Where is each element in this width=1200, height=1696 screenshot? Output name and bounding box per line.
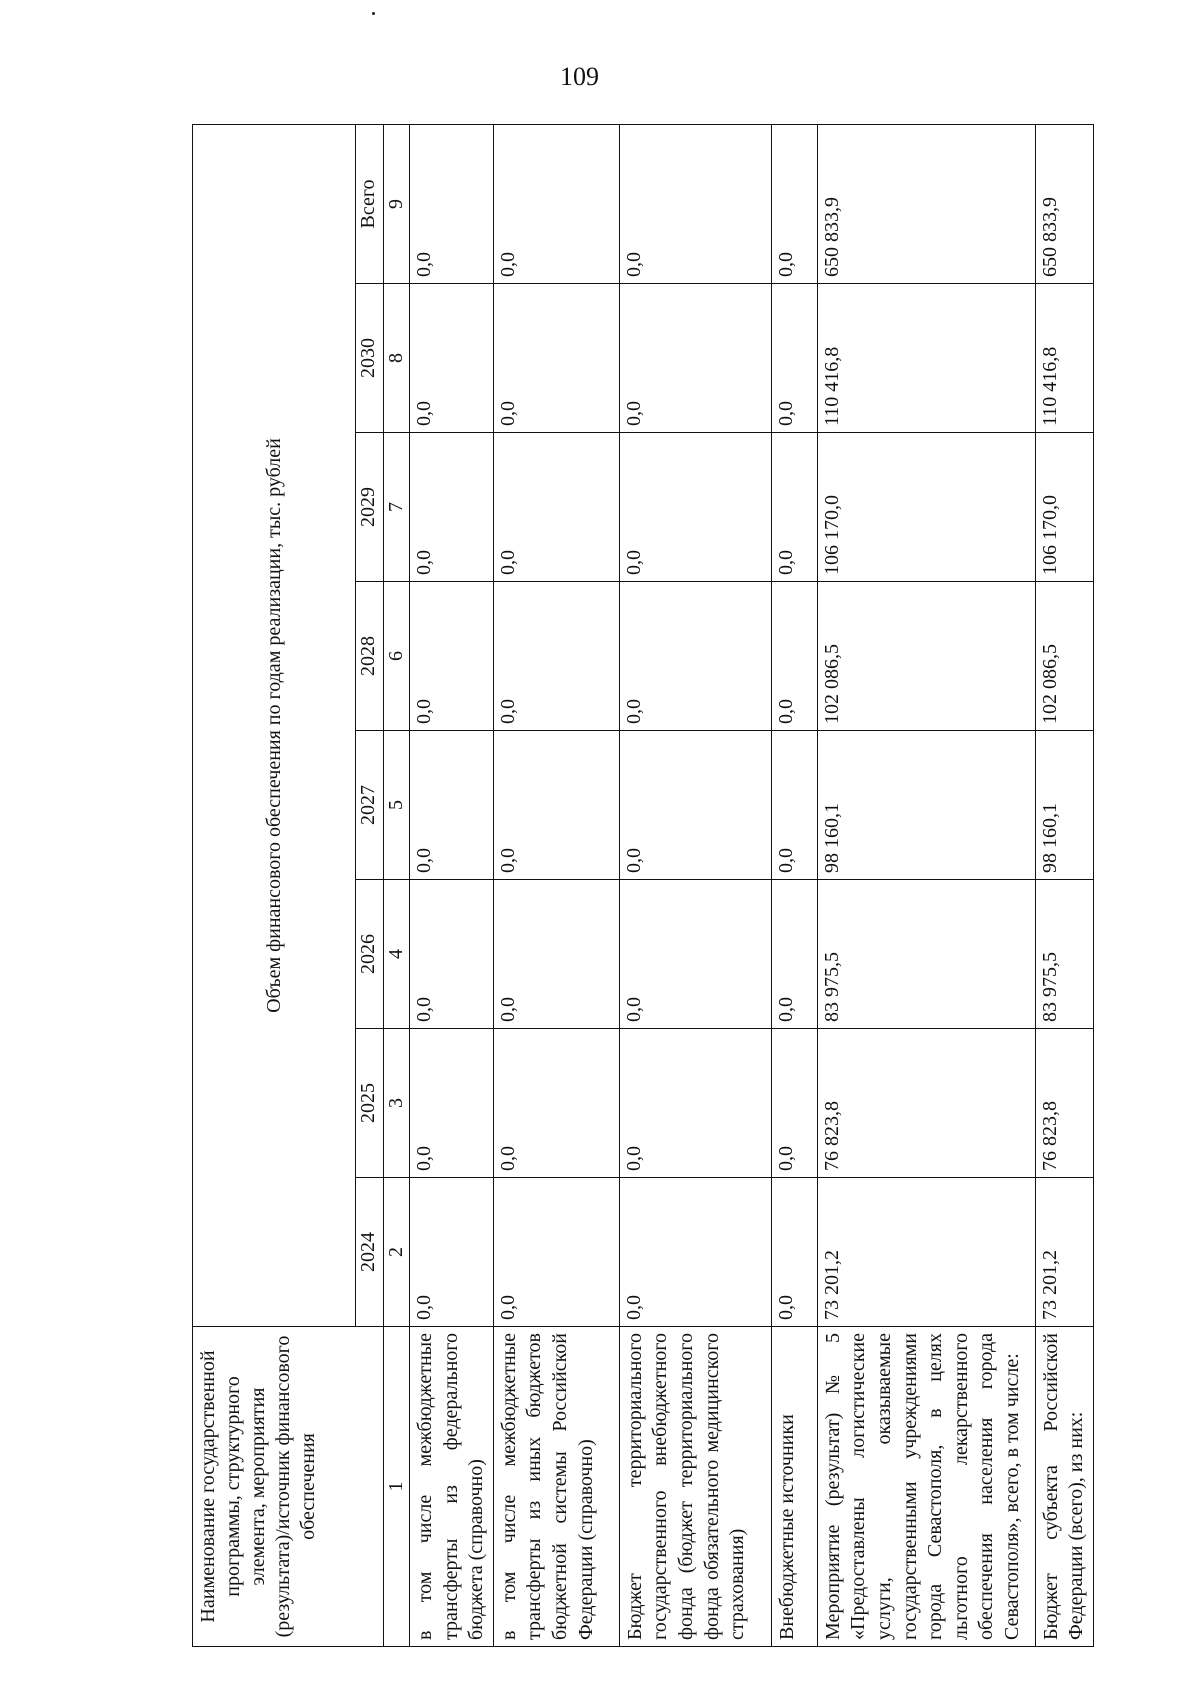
year-header: 2028	[356, 582, 384, 731]
row-value: 73 201,2	[817, 1178, 1035, 1327]
row-value: 0,0	[771, 582, 817, 731]
row-value: 0,0	[771, 124, 817, 283]
column-number: 7	[384, 433, 410, 582]
row-value: 0,0	[619, 582, 771, 731]
page-number: 109	[560, 62, 599, 91]
column-number: 2	[384, 1178, 410, 1327]
row-value: 0,0	[493, 880, 619, 1029]
column-numbers-row	[384, 124, 410, 1646]
row-name: в том числе межбюджетные трансферты из федерального бюджета (справочно)	[410, 1327, 494, 1647]
row-name: Бюджет субъекта Российской Федерации (всего), из них:	[1035, 1327, 1093, 1647]
table-row	[410, 124, 494, 1646]
row-value: 0,0	[771, 880, 817, 1029]
row-value: 0,0	[619, 124, 771, 283]
row-value: 0,0	[619, 1029, 771, 1178]
row-value: 0,0	[771, 284, 817, 433]
table-row	[771, 124, 817, 1646]
row-value: 83 975,5	[1035, 880, 1093, 1029]
row-value: 0,0	[410, 880, 494, 1029]
year-header: 2026	[356, 880, 384, 1029]
row-value: 106 170,0	[1035, 433, 1093, 582]
row-value: 0,0	[771, 433, 817, 582]
table-row	[493, 124, 619, 1646]
row-value: 98 160,1	[817, 731, 1035, 880]
table-row	[619, 124, 771, 1646]
row-value: 0,0	[771, 731, 817, 880]
row-name: Мероприятие (результат) № 5 «Предоставлены логистические услуги, оказываемые государственными учреждениями города Севастополя, в целях льготного лекарственного обеспечения населения города Севастополя», всего, в том числе:	[817, 1327, 1035, 1647]
row-value: 110 416,8	[1035, 284, 1093, 433]
column-number: 4	[384, 880, 410, 1029]
year-header: 2024	[356, 1178, 384, 1327]
financing-table	[192, 124, 1094, 1647]
year-header: 2025	[356, 1029, 384, 1178]
column-number: 6	[384, 582, 410, 731]
row-value: 0,0	[493, 124, 619, 283]
row-value: 0,0	[493, 433, 619, 582]
row-name: в том числе межбюджетные трансферты из иных бюджетов бюджетной системы Российской Федерации (справочно)	[493, 1327, 619, 1647]
total-header: Всего	[356, 124, 384, 283]
row-value: 0,0	[619, 1178, 771, 1327]
column-number: 5	[384, 731, 410, 880]
row-value: 0,0	[493, 731, 619, 880]
row-value: 0,0	[410, 1029, 494, 1178]
row-value: 102 086,5	[817, 582, 1035, 731]
row-value: 0,0	[619, 284, 771, 433]
row-value: 0,0	[410, 1178, 494, 1327]
row-name: Бюджет территориального государственного внебюджетного фонда (бюджет территориального фонда обязательного медицинского страхования)	[619, 1327, 771, 1647]
scan-speck	[372, 12, 375, 15]
row-value: 76 823,8	[1035, 1029, 1093, 1178]
column-number: 9	[384, 124, 410, 283]
row-value: 0,0	[410, 124, 494, 283]
row-value: 0,0	[410, 433, 494, 582]
table-row	[817, 124, 1035, 1646]
rotated-table-wrapper	[192, 125, 1088, 1647]
year-header: 2030	[356, 284, 384, 433]
row-value: 83 975,5	[817, 880, 1035, 1029]
row-value: 0,0	[410, 731, 494, 880]
row-value: 0,0	[493, 582, 619, 731]
row-value: 0,0	[619, 433, 771, 582]
header-volume-cell: Объем финансового обеспечения по годам реализации, тыс. рублей	[193, 124, 356, 1326]
row-value: 98 160,1	[1035, 731, 1093, 880]
row-value: 73 201,2	[1035, 1178, 1093, 1327]
row-value: 0,0	[771, 1178, 817, 1327]
table-row	[1035, 124, 1093, 1646]
row-name: Внебюджетные источники	[771, 1327, 817, 1647]
row-value: 0,0	[410, 582, 494, 731]
row-value: 0,0	[493, 1178, 619, 1327]
row-value: 650 833,9	[817, 124, 1035, 283]
row-value: 110 416,8	[817, 284, 1035, 433]
row-value: 0,0	[493, 284, 619, 433]
row-value: 0,0	[410, 284, 494, 433]
row-value: 106 170,0	[817, 433, 1035, 582]
row-value: 102 086,5	[1035, 582, 1093, 731]
row-value: 650 833,9	[1035, 124, 1093, 283]
row-value: 0,0	[619, 880, 771, 1029]
row-value: 0,0	[493, 1029, 619, 1178]
column-number: 1	[384, 1327, 410, 1647]
row-value: 0,0	[771, 1029, 817, 1178]
header-name-cell: Наименование государственной программы, структурного элемента, мероприятия (результата)/источник финансового обеспечения	[193, 1327, 384, 1647]
row-value: 0,0	[619, 731, 771, 880]
year-header: 2027	[356, 731, 384, 880]
column-number: 3	[384, 1029, 410, 1178]
column-number: 8	[384, 284, 410, 433]
year-header: 2029	[356, 433, 384, 582]
row-value: 76 823,8	[817, 1029, 1035, 1178]
